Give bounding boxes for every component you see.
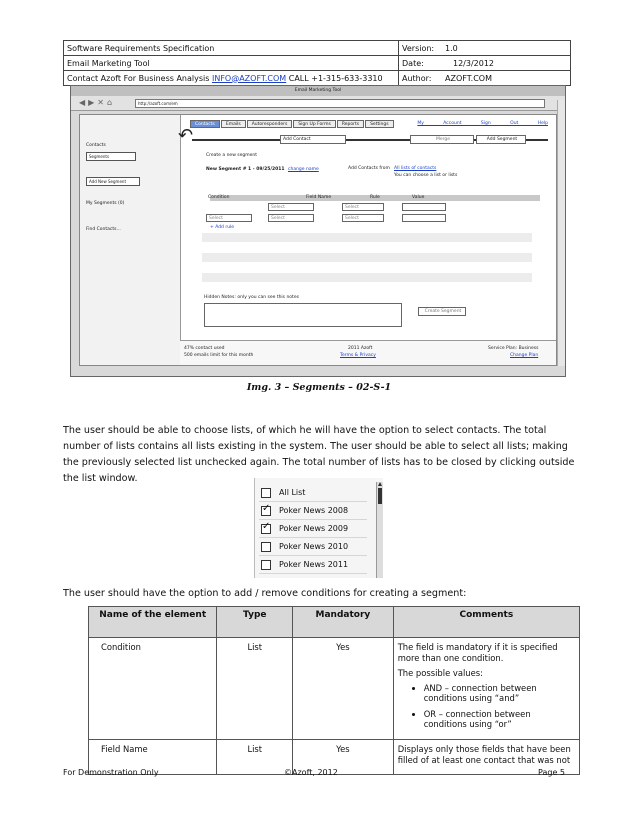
- table-header: Type: [217, 607, 293, 638]
- date-label: Date:: [399, 56, 440, 71]
- mockup-contacts-used: 47% contact used: [184, 346, 225, 351]
- mockup-add-contacts-from: Add Contacts from: [348, 166, 390, 171]
- checkbox-icon: [261, 560, 271, 570]
- mockup-service-plan: Service Plan: Business: [488, 346, 539, 351]
- comment-bullet: • OR – connection between conditions using “or”: [424, 709, 575, 729]
- mockup-grid-row: [202, 233, 532, 242]
- footer-center: ©Azoft, 2012: [284, 768, 338, 777]
- mockup-tab: Sign Up Forms: [293, 120, 336, 128]
- table-header: Mandatory: [293, 607, 394, 638]
- product-name: Email Marketing Tool: [64, 56, 399, 71]
- mockup-col-rule: Rule: [370, 195, 380, 200]
- document-header: [63, 40, 571, 86]
- list-item-label: Poker News 2009: [279, 524, 349, 533]
- mockup-tab: Autoresponders: [247, 120, 293, 128]
- mockup-url-field: http://azoft.com/em: [135, 99, 545, 108]
- mockup-select: Select: [268, 214, 314, 222]
- mockup-value-field: [402, 203, 446, 211]
- footer-page-number: Page 5: [538, 768, 565, 777]
- doc-title: Software Requirements Specification: [64, 41, 399, 56]
- comment-text: Displays only those fields that have been filled of at least one contact that was not: [397, 744, 571, 765]
- version-value: 1.0: [439, 41, 571, 56]
- mockup-merge-button: Merge: [410, 135, 474, 144]
- checkbox-icon: [261, 542, 271, 552]
- mockup-sidebar-contacts: Contacts: [86, 143, 106, 148]
- mockup-change-name: change name: [288, 167, 319, 172]
- mockup-choose-hint: You can choose a list or lists: [394, 173, 458, 178]
- mockup-select: Select: [342, 214, 384, 222]
- mockup-add-segment-button: Add Segment: [476, 135, 526, 144]
- list-item-label: Poker News 2010: [279, 542, 349, 551]
- mockup-change-plan: Change Plan: [510, 353, 539, 358]
- browser-nav-icons: ◀▶✕⌂: [79, 98, 116, 107]
- paragraph-conditions: The user should have the option to add / remove conditions for creating a segment:: [63, 588, 467, 599]
- mockup-grid-row: [202, 253, 532, 262]
- mockup-col-condition: Condition: [208, 195, 230, 200]
- table-row: [89, 638, 580, 740]
- mockup-col-field: Field Name: [306, 195, 332, 200]
- mockup-grid-row: [202, 273, 532, 282]
- list-item: [259, 520, 367, 538]
- mockup-segment-name: New Segment # 1 - 09/25/2011: [206, 167, 285, 172]
- mockup-sidebar-segments: Segments: [86, 152, 136, 161]
- mockup-hidden-notes: Hidden Notes: only you can see this notes: [204, 295, 299, 300]
- list-item-label: Poker News 2011: [279, 560, 349, 569]
- list-item: [259, 556, 367, 574]
- list-item-label: All List: [279, 488, 306, 497]
- table-cell-mandatory: Yes: [293, 638, 394, 740]
- mockup-content: [79, 114, 557, 366]
- mockup-tab: Settings: [365, 120, 393, 128]
- mockup-add-contact-select: Add Contact: [280, 135, 346, 144]
- author-label: Author:: [399, 71, 440, 86]
- contact-prefix: Contact Azoft For Business Analysis: [67, 73, 210, 83]
- checkbox-checked-icon: [261, 506, 271, 516]
- mockup-select: Select: [206, 214, 252, 222]
- table-cell-comments: [393, 638, 579, 740]
- list-item-label: Poker News 2008: [279, 506, 349, 515]
- author-value: AZOFT.COM: [439, 71, 571, 86]
- mockup-scrollbar: [557, 100, 565, 366]
- mockup-value-field: [402, 214, 446, 222]
- comment-bullet: • AND – connection between conditions using “and”: [424, 683, 575, 703]
- mockup-create-segment: Create Segment: [418, 307, 466, 316]
- table-cell-type: List: [217, 740, 293, 775]
- mockup-tab: Contacts: [190, 120, 220, 128]
- figure-caption: Img. 3 – Segments – 02-S-1: [246, 382, 392, 393]
- contact-line: [64, 71, 399, 86]
- mockup-top-links: My Account Sign Out Help: [417, 121, 548, 126]
- mockup-tabs: [190, 120, 395, 128]
- table-cell-name: Condition: [89, 638, 217, 740]
- comment-text: The field is mandatory if it is specified more than one condition.: [397, 642, 558, 663]
- list-scrollbar: [376, 482, 383, 578]
- date-value: 12/3/2012: [439, 56, 571, 71]
- checkbox-checked-icon: [261, 524, 271, 534]
- checkbox-icon: [261, 488, 271, 498]
- table-cell-name: Field Name: [89, 740, 217, 775]
- table-cell-mandatory: Yes: [293, 740, 394, 775]
- table-cell-type: List: [217, 638, 293, 740]
- mockup-emails-limit: 500 emails limit for this month: [184, 353, 254, 358]
- mockup-create-new: Create a new segment: [206, 153, 258, 158]
- list-item: [259, 484, 367, 502]
- comment-bullets: [398, 683, 575, 729]
- table-header: Name of the element: [89, 607, 217, 638]
- back-arrow-icon: ↶: [178, 125, 194, 146]
- paragraph-list-selection: The user should be able to choose lists, of which he will have the option to select contacts. The total number of lists contains all lists existing in the system. The user should be able to select all lists; making the previously selected list unchecked again. The total number of lists has to be closed by clicking outside the list window.: [63, 425, 575, 484]
- mockup-url-row: [71, 96, 565, 111]
- mockup-tab: Reports: [337, 120, 364, 128]
- list-item: [259, 538, 367, 556]
- contact-email-link[interactable]: INFO@AZOFT.COM: [211, 73, 287, 83]
- mockup-notes-area: [204, 303, 402, 327]
- table-header-row: [89, 607, 580, 638]
- mockup-terms: Terms & Privacy: [340, 353, 376, 358]
- footer-left: For Demonstration Only: [63, 768, 159, 777]
- list-popup: [254, 478, 383, 578]
- mockup-all-lists: All lists of contacts: [394, 166, 437, 171]
- mockup-find-contacts: Find Contacts...: [86, 227, 121, 232]
- mockup-sidebar: [80, 115, 181, 365]
- mockup-add-rule: + Add rule: [210, 225, 235, 230]
- mockup-window-title: Email Marketing Tool: [71, 86, 565, 97]
- mockup-my-segments: My Segments (0): [86, 201, 125, 206]
- table-header: Comments: [393, 607, 579, 638]
- list-item: [259, 502, 367, 520]
- mockup-tab: Emails: [221, 120, 246, 128]
- mockup-footer: [180, 340, 556, 365]
- element-spec-table: [88, 606, 580, 775]
- mockup-col-value: Value: [412, 195, 425, 200]
- comment-text: The possible values:: [397, 668, 483, 678]
- mockup-select: Select: [268, 203, 314, 211]
- segments-mockup: [70, 85, 566, 377]
- mockup-add-new-segment: Add New Segment: [86, 177, 140, 186]
- contact-call: CALL +1-315-633-3310: [288, 73, 383, 83]
- version-label: Version:: [399, 41, 440, 56]
- mockup-select: Select: [342, 203, 384, 211]
- mockup-copyright: 2011 Azoft: [348, 346, 373, 351]
